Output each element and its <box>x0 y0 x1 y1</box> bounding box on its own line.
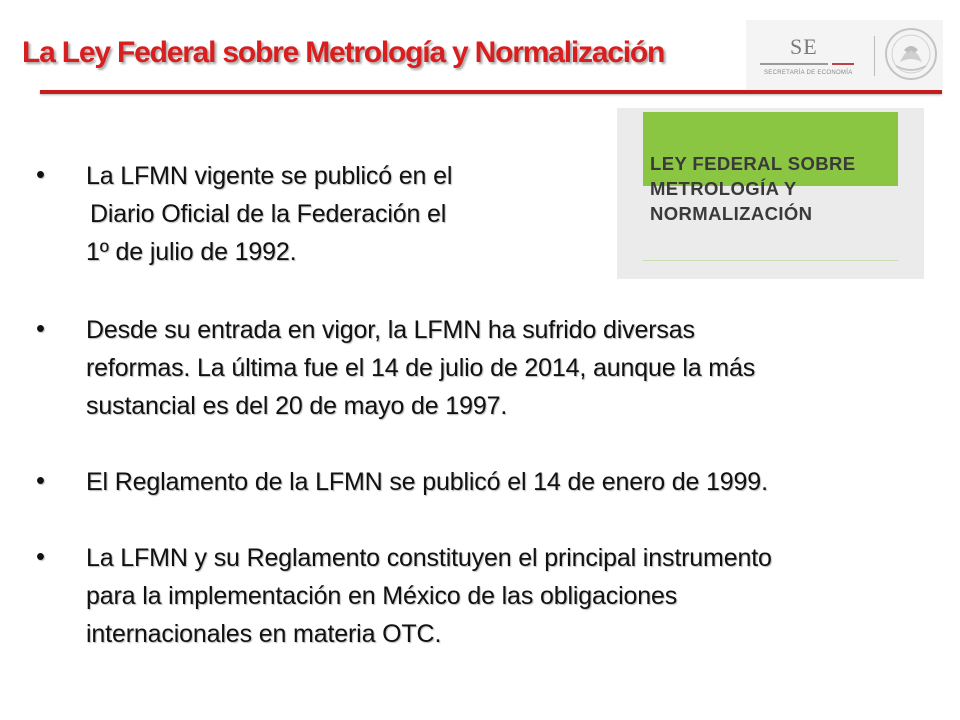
bullet-marker: • <box>36 543 45 571</box>
bullet-2-line-1: Desde su entrada en vigor, la LFMN ha sufrido diversas <box>86 316 695 344</box>
bullet-marker: • <box>36 161 45 189</box>
law-cover-line: LEY FEDERAL SOBRE <box>650 153 856 174</box>
bullet-2-line-3: sustancial es del 20 de mayo de 1997. <box>86 392 508 420</box>
bullet-1-line-2: Diario Oficial de la Federación el <box>90 200 447 228</box>
bullet-2-line-2: reformas. La última fue el 14 de julio de 2014, aunque la más <box>86 354 756 382</box>
logo-subtitle: SECRETARÍA DE ECONOMÍA <box>764 70 853 76</box>
bullet-marker: • <box>36 315 45 343</box>
bullet-marker: • <box>36 467 45 495</box>
bullet-4-line-3: internacionales en materia OTC. <box>86 620 442 648</box>
slide-title: La Ley Federal sobre Metrología y Normalización <box>22 36 665 69</box>
bullet-3-line-1: El Reglamento de la LFMN se publicó el 14 de enero de 1999. <box>86 468 768 496</box>
bullet-1-line-1: La LFMN vigente se publicó en el <box>86 162 453 190</box>
law-cover-line: METROLOGÍA Y <box>650 178 797 199</box>
bullet-4-line-1: La LFMN y su Reglamento constituyen el principal instrumento <box>86 544 772 572</box>
logo-abbreviation: SE <box>790 34 818 59</box>
bullet-4-line-2: para la implementación en México de las obligaciones <box>86 582 678 610</box>
law-cover-line: NORMALIZACIÓN <box>650 203 813 224</box>
bullet-1-line-3: 1º de julio de 1992. <box>86 238 297 266</box>
